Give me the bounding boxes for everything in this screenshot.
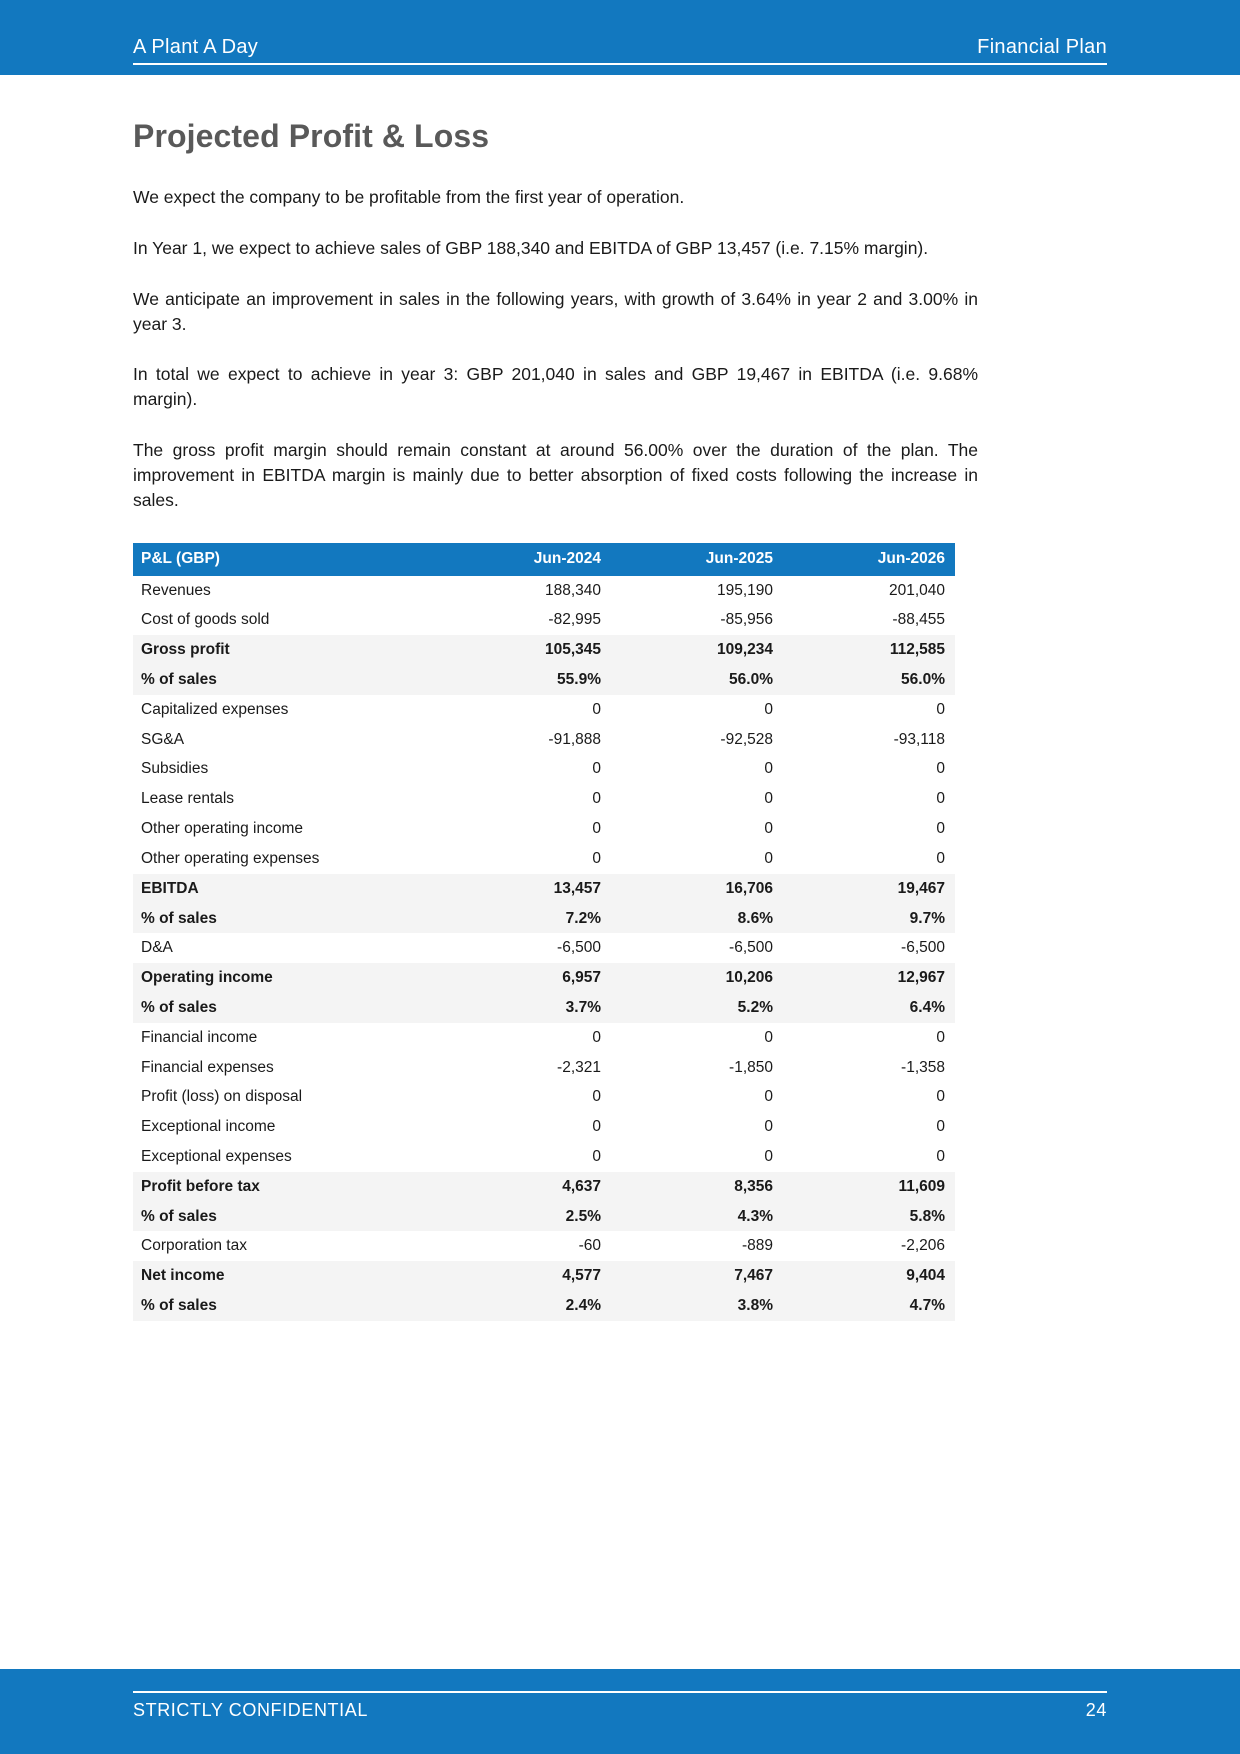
- row-label: SG&A: [141, 730, 185, 748]
- row-value: 0: [936, 820, 945, 838]
- row-label: Capitalized expenses: [141, 700, 289, 718]
- row-value: 109,234: [611, 635, 783, 665]
- profit-and-loss-table: [133, 543, 955, 1321]
- row-value: 56.0%: [783, 665, 955, 695]
- page-header-band: [0, 0, 1240, 75]
- row-value: -6,500: [729, 939, 773, 957]
- column-header-jun-2026: Jun-2026: [783, 543, 955, 576]
- footer-page-number: 24: [1085, 1700, 1107, 1720]
- row-value: 0: [936, 1028, 945, 1046]
- row-value: 13,457: [439, 874, 611, 904]
- row-label: Gross profit: [133, 635, 439, 665]
- row-value: 112,585: [783, 635, 955, 665]
- row-label: Exceptional expenses: [141, 1148, 292, 1166]
- row-value: 0: [936, 1088, 945, 1106]
- table-row: [133, 605, 955, 635]
- row-value: -60: [578, 1237, 601, 1255]
- row-label: D&A: [141, 939, 173, 957]
- table-row: [133, 993, 955, 1023]
- table-row: [133, 1261, 955, 1291]
- table-row: [133, 635, 955, 665]
- row-value: 0: [764, 760, 773, 778]
- row-value: 0: [764, 1118, 773, 1136]
- page-header: [133, 36, 1107, 65]
- row-label: Other operating expenses: [141, 849, 320, 867]
- table-row: [133, 665, 955, 695]
- page-title: Projected Profit & Loss: [133, 118, 490, 154]
- table-header-row: [133, 543, 955, 576]
- table-row: [133, 1202, 955, 1232]
- row-value: 188,340: [544, 581, 601, 599]
- row-value: 0: [592, 1118, 601, 1136]
- row-value: 0: [592, 849, 601, 867]
- row-value: -2,206: [901, 1237, 945, 1255]
- paragraph-growth: We anticipate an improvement in sales in the following years, with growth of 3.64% in year 2 and 3.00% in year 3.: [133, 288, 978, 334]
- row-value: -1,850: [729, 1058, 773, 1076]
- table-row: [133, 576, 955, 606]
- column-header-jun-2024: Jun-2024: [439, 543, 611, 576]
- row-value: -2,321: [557, 1058, 601, 1076]
- row-label: Cost of goods sold: [141, 611, 270, 629]
- table-header: [133, 543, 955, 576]
- row-value: 2.4%: [439, 1291, 611, 1321]
- row-value: 0: [936, 790, 945, 808]
- row-value: 4,577: [439, 1261, 611, 1291]
- row-value: 3.8%: [611, 1291, 783, 1321]
- table-row: [133, 933, 955, 963]
- table-row: [133, 1172, 955, 1202]
- row-value: 105,345: [439, 635, 611, 665]
- row-value: 0: [592, 1088, 601, 1106]
- row-label: Operating income: [133, 963, 439, 993]
- row-value: 0: [764, 1088, 773, 1106]
- table-body: [133, 576, 955, 1321]
- row-value: 3.7%: [439, 993, 611, 1023]
- table-row: [133, 754, 955, 784]
- row-value: 0: [592, 1148, 601, 1166]
- row-value: -6,500: [901, 939, 945, 957]
- row-value: -889: [741, 1237, 773, 1255]
- column-header-label: P&L (GBP): [133, 543, 439, 576]
- paragraph-margins: The gross profit margin should remain constant at around 56.00% over the duration of the plan. The improvement in EBITDA margin is mainly due to better absorption of fixed costs following the increase in sales.: [133, 440, 978, 510]
- row-label: Revenues: [141, 581, 211, 599]
- header-document-title: Financial Plan: [977, 36, 1107, 58]
- row-value: -93,118: [893, 730, 945, 748]
- table-row: [133, 784, 955, 814]
- row-value: 7.2%: [439, 904, 611, 934]
- row-value: 0: [592, 700, 601, 718]
- row-label: % of sales: [133, 904, 439, 934]
- row-label: % of sales: [133, 1202, 439, 1232]
- row-value: 0: [592, 760, 601, 778]
- row-label: Lease rentals: [141, 790, 235, 808]
- table-row: [133, 1053, 955, 1083]
- page-footer: [133, 1691, 1107, 1722]
- table-row: [133, 725, 955, 755]
- row-value: 7,467: [611, 1261, 783, 1291]
- row-label: % of sales: [133, 665, 439, 695]
- row-value: 0: [592, 820, 601, 838]
- row-value: 16,706: [611, 874, 783, 904]
- row-label: % of sales: [133, 1291, 439, 1321]
- row-value: 0: [764, 849, 773, 867]
- row-value: 0: [936, 1118, 945, 1136]
- row-value: 55.9%: [439, 665, 611, 695]
- row-value: 4.3%: [611, 1202, 783, 1232]
- row-value: 5.2%: [611, 993, 783, 1023]
- row-value: 56.0%: [611, 665, 783, 695]
- row-value: 0: [936, 1148, 945, 1166]
- row-value: -92,528: [720, 730, 773, 748]
- table-row: [133, 963, 955, 993]
- row-value: 0: [936, 700, 945, 718]
- row-value: 8,356: [611, 1172, 783, 1202]
- row-value: 19,467: [783, 874, 955, 904]
- row-label: Exceptional income: [141, 1118, 276, 1136]
- row-label: Profit before tax: [133, 1172, 439, 1202]
- row-label: % of sales: [133, 993, 439, 1023]
- row-label: Financial expenses: [141, 1058, 274, 1076]
- row-value: 195,190: [716, 581, 773, 599]
- paragraph-year1: In Year 1, we expect to achieve sales of GBP 188,340 and EBITDA of GBP 13,457 (i.e. 7.15% margin).: [133, 237, 929, 258]
- row-value: 0: [592, 790, 601, 808]
- row-value: 10,206: [611, 963, 783, 993]
- paragraph-year3-total: In total we expect to achieve in year 3: GBP 201,040 in sales and GBP 19,467 in EBITDA (i.e. 9.68% margin).: [133, 364, 978, 410]
- row-value: 5.8%: [783, 1202, 955, 1232]
- table-row: [133, 1112, 955, 1142]
- row-value: 0: [592, 1028, 601, 1046]
- row-value: 9,404: [783, 1261, 955, 1291]
- row-value: -91,888: [548, 730, 601, 748]
- row-value: 4.7%: [783, 1291, 955, 1321]
- row-label: Profit (loss) on disposal: [141, 1088, 303, 1106]
- row-value: -88,455: [892, 611, 945, 629]
- table-row: [133, 904, 955, 934]
- row-label: Corporation tax: [141, 1237, 247, 1255]
- table-row: [133, 874, 955, 904]
- row-value: 4,637: [439, 1172, 611, 1202]
- row-value: -82,995: [548, 611, 601, 629]
- column-header-jun-2025: Jun-2025: [611, 543, 783, 576]
- row-value: 201,040: [888, 581, 945, 599]
- row-value: 6,957: [439, 963, 611, 993]
- row-value: 0: [764, 790, 773, 808]
- row-value: 2.5%: [439, 1202, 611, 1232]
- row-value: 0: [936, 760, 945, 778]
- table-row: [133, 1291, 955, 1321]
- row-value: 0: [764, 1028, 773, 1046]
- row-label: Financial income: [141, 1028, 258, 1046]
- row-value: -6,500: [557, 939, 601, 957]
- table-row: [133, 695, 955, 725]
- row-value: 12,967: [783, 963, 955, 993]
- row-value: 0: [764, 700, 773, 718]
- table-row: [133, 1142, 955, 1172]
- row-value: 0: [764, 1148, 773, 1166]
- page-content: [133, 75, 978, 1321]
- row-label: Other operating income: [141, 820, 303, 838]
- row-label: Subsidies: [141, 760, 209, 778]
- row-value: 6.4%: [783, 993, 955, 1023]
- row-value: 8.6%: [611, 904, 783, 934]
- row-value: -85,956: [720, 611, 773, 629]
- row-label: EBITDA: [133, 874, 439, 904]
- footer-confidentiality-notice: STRICTLY CONFIDENTIAL: [133, 1700, 368, 1720]
- row-value: -1,358: [901, 1058, 945, 1076]
- row-value: 0: [936, 849, 945, 867]
- paragraph-intro: We expect the company to be profitable from the first year of operation.: [133, 187, 685, 207]
- page-footer-band: [0, 1669, 1240, 1754]
- header-company-name: A Plant A Day: [133, 36, 259, 58]
- table-row: [133, 814, 955, 844]
- row-value: 9.7%: [783, 904, 955, 934]
- row-value: 0: [764, 820, 773, 838]
- table-row: [133, 844, 955, 874]
- table-row: [133, 1023, 955, 1053]
- row-value: 11,609: [783, 1172, 955, 1202]
- table-row: [133, 1231, 955, 1261]
- table-row: [133, 1082, 955, 1112]
- row-label: Net income: [133, 1261, 439, 1291]
